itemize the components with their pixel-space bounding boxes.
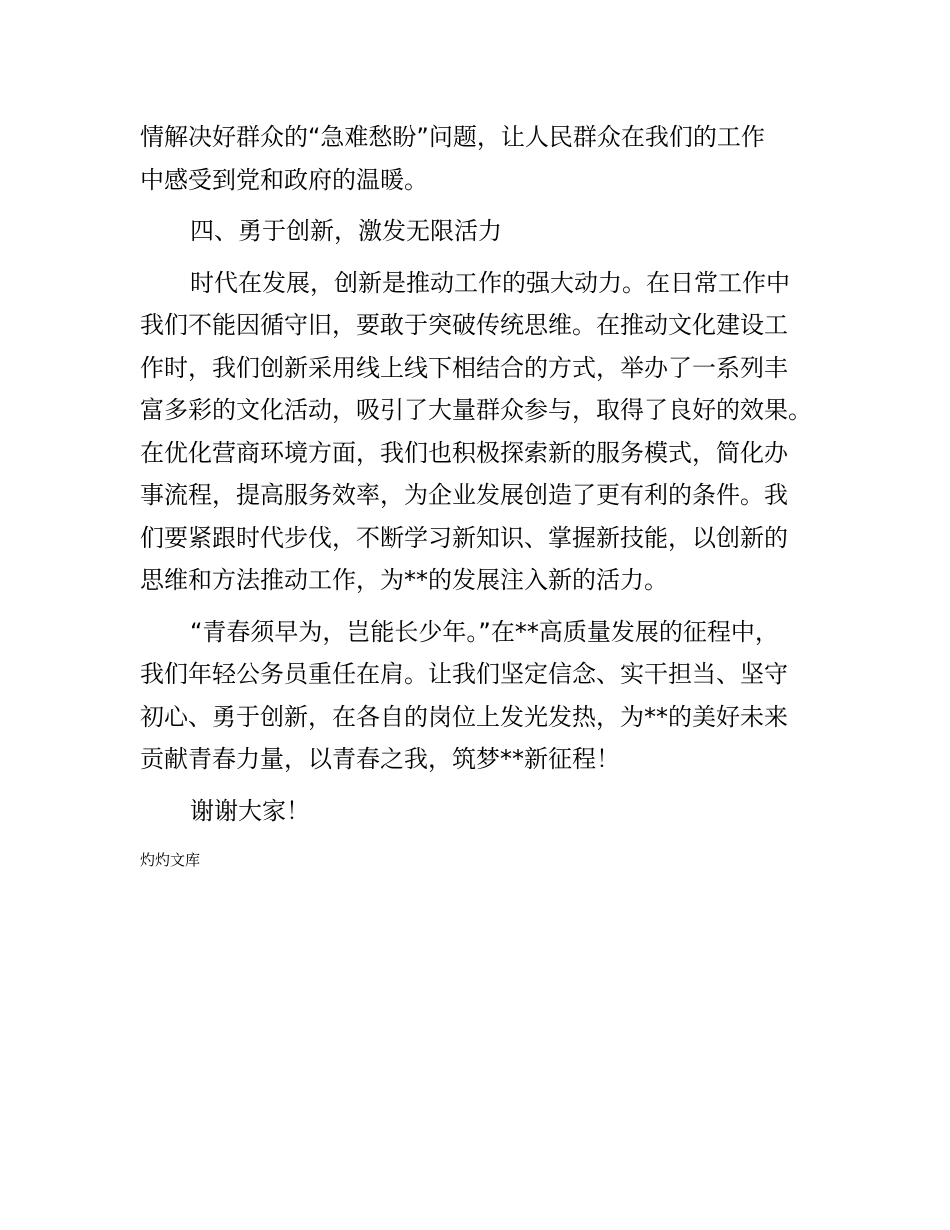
paragraph-3: [140, 262, 832, 602]
text-line: 谢谢大家！: [190, 796, 310, 825]
text-line: 时代在发展，创新是推动工作的强大动力。在日常工作中: [190, 268, 790, 297]
text-line: 作时，我们创新采用线上线下相结合的方式，举办了一系列丰: [140, 353, 788, 382]
closing-line: [140, 790, 832, 833]
text-line: 思维和方法推动工作，为**的发展注入新的活力。: [140, 566, 668, 594]
section-heading: [140, 210, 832, 253]
text-line: 贡献青春力量，以青春之我，筑梦**新征程！: [140, 745, 620, 773]
text-line: 我们年轻公务员重任在肩。让我们坚定信念、实干担当、坚守: [140, 660, 788, 688]
paragraph-4: [140, 611, 832, 781]
text-line: 们要紧跟时代步伐，不断学习新知识、掌握新技能，以创新的: [140, 523, 788, 552]
text-line: 我们不能因循守旧，要敢于突破传统思维。在推动文化建设工: [140, 311, 788, 339]
text-line: 初心、勇于创新，在各自的岗位上发光发热，为**的美好未来: [140, 702, 788, 731]
heading-line: 四、勇于创新，激发无限活力: [190, 217, 502, 245]
watermark-text: 灼灼文库: [140, 851, 201, 869]
text-line: 情解决好群众的“急难愁盼”问题，让人民群众在我们的工作: [140, 123, 765, 151]
text-line: 中感受到党和政府的温暖。: [140, 165, 428, 194]
document-body: [140, 116, 832, 832]
paragraph-1: [140, 116, 832, 201]
text-line: 富多彩的文化活动，吸引了大量群众参与，取得了良好的效果。: [140, 396, 812, 424]
text-line: 事流程，提高服务效率，为企业发展创造了更有利的条件。我: [140, 481, 788, 509]
text-line: “青春须早为，岂能长少年。”在**高质量发展的征程中，: [190, 617, 779, 646]
text-line: 在优化营商环境方面，我们也积极探索新的服务模式，简化办: [140, 438, 788, 467]
